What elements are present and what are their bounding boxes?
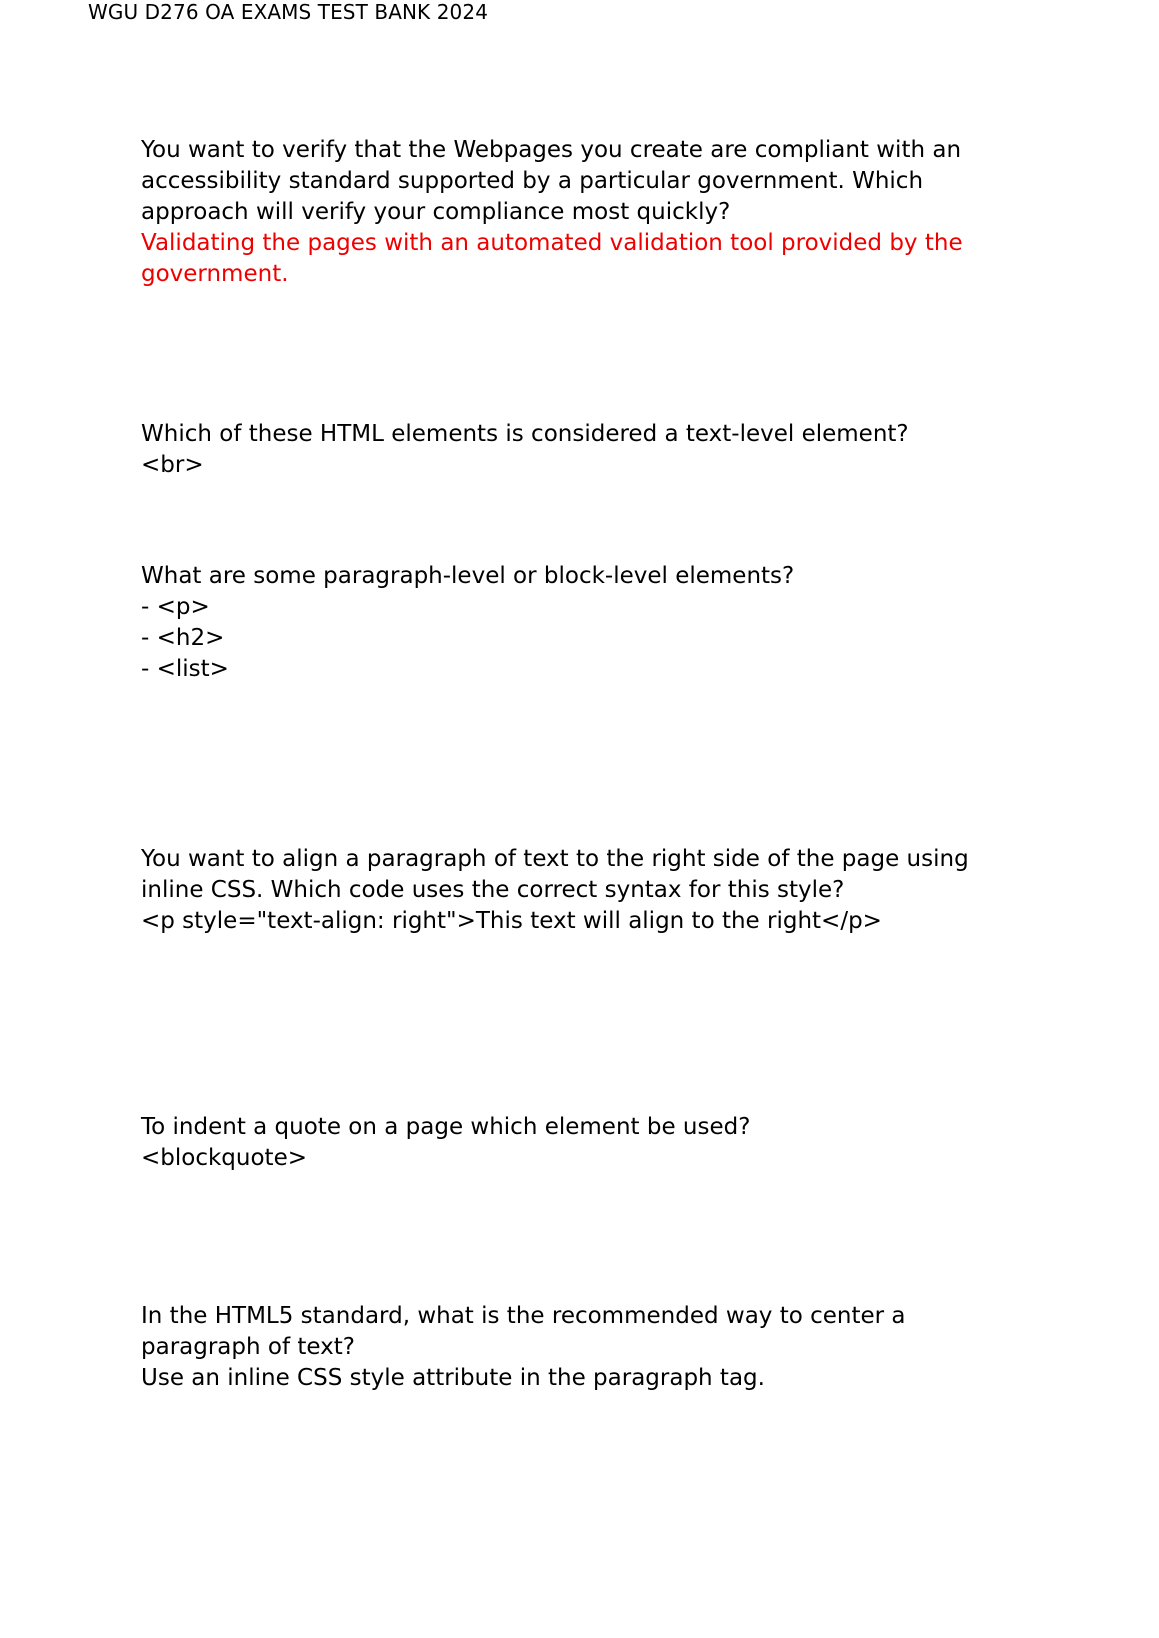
answer-2: <br> xyxy=(141,452,204,478)
qa-block-5 xyxy=(141,1112,991,1174)
question-2: Which of these HTML elements is considered a text-level element? xyxy=(141,421,909,447)
answer-3-item-2: - <h2> xyxy=(141,625,225,651)
answer-3-item-1: - <p> xyxy=(141,594,210,620)
qa-block-6 xyxy=(141,1301,991,1394)
qa-block-4 xyxy=(141,844,991,937)
question-1: You want to verify that the Webpages you create are compliant with an accessibility standard supported by a particular government. Which approach will verify your compliance most quickly? xyxy=(141,137,962,225)
qa-block-3 xyxy=(141,561,991,685)
answer-5: <blockquote> xyxy=(141,1145,307,1171)
qa-block-2 xyxy=(141,419,991,481)
answer-6: Use an inline CSS style attribute in the paragraph tag. xyxy=(141,1365,765,1391)
question-6: In the HTML5 standard, what is the recommended way to center a paragraph of text? xyxy=(141,1303,906,1360)
question-3: What are some paragraph-level or block-level elements? xyxy=(141,563,795,589)
document-header: WGU D276 OA EXAMS TEST BANK 2024 xyxy=(88,0,489,24)
answer-4: <p style="text-align: right">This text will align to the right</p> xyxy=(141,908,882,934)
answer-3-item-3: - <list> xyxy=(141,656,229,682)
question-4: You want to align a paragraph of text to the right side of the page using inline CSS. Which code uses the correct syntax for this style? xyxy=(141,846,969,903)
qa-block-1 xyxy=(141,135,991,290)
answer-1: Validating the pages with an automated validation tool provided by the government. xyxy=(141,230,963,287)
question-5: To indent a quote on a page which element be used? xyxy=(141,1114,751,1140)
